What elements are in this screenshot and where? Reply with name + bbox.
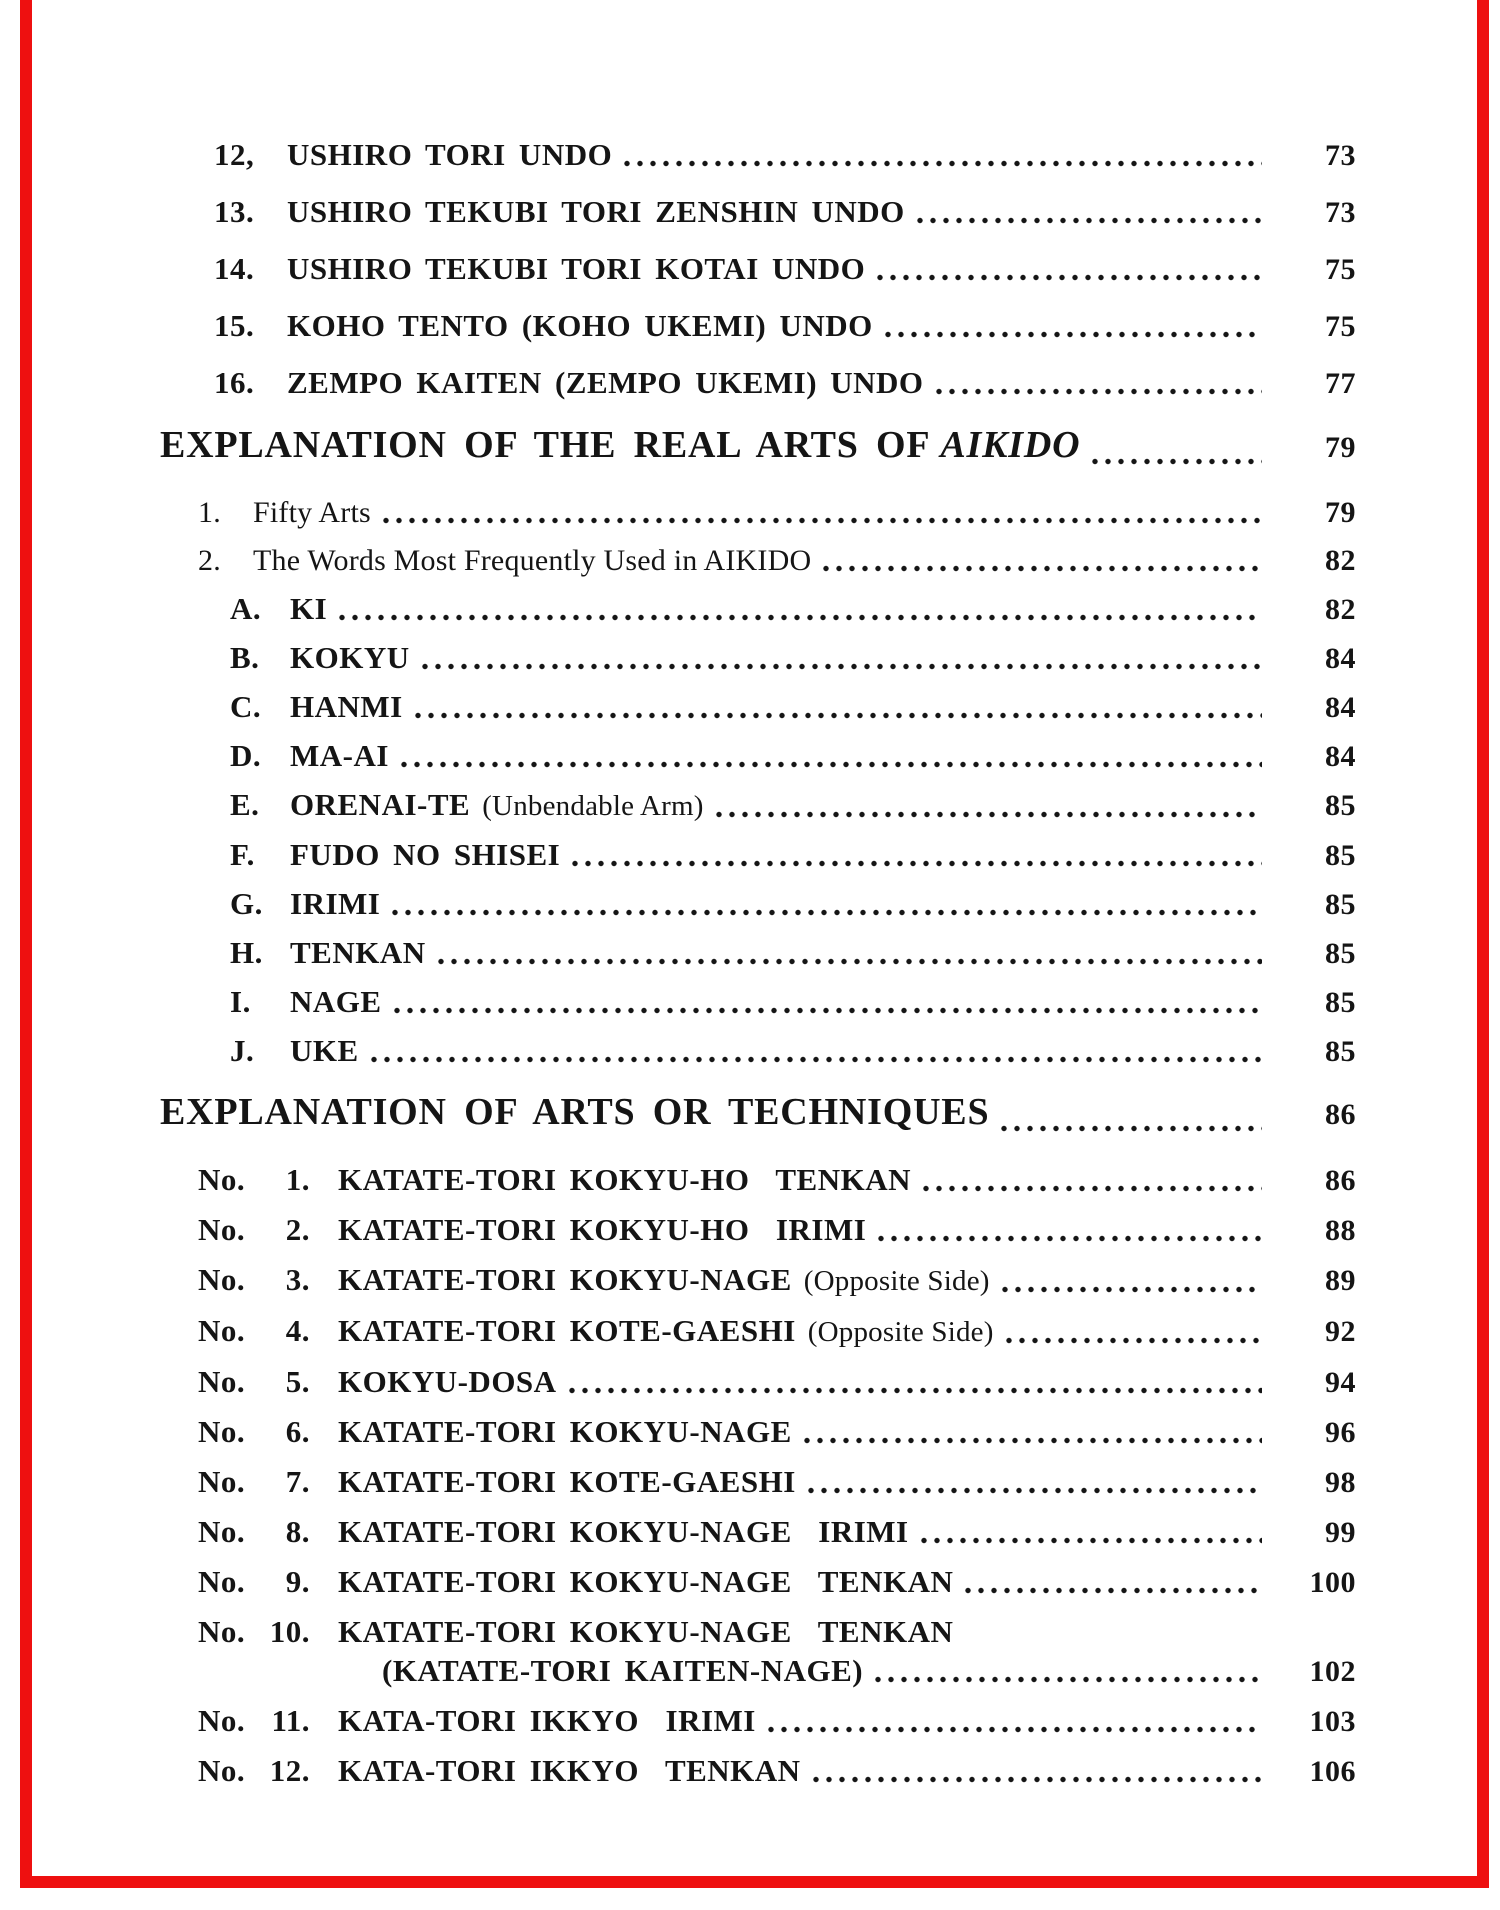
dot-leader	[422, 663, 1262, 670]
toc-entry-row	[198, 1314, 1356, 1349]
entry-title: KI	[290, 591, 328, 626]
entry-no-label: No.	[198, 1364, 246, 1399]
entry-title: KATATE-TORI KOKYU-NAGE	[338, 1262, 792, 1297]
entry-title: KATATE-TORI KOKYU-NAGE IRIMI	[338, 1514, 909, 1549]
dot-leader	[394, 1007, 1262, 1014]
entry-number: 15.	[214, 308, 255, 343]
entry-no-label: No.	[198, 1262, 246, 1297]
entry-title: KATATE-TORI KOKYU-HO TENKAN	[338, 1162, 911, 1197]
entry-number: 16.	[214, 365, 255, 400]
entry-title: KATATE-TORI KOTE-GAESHI	[338, 1464, 796, 1499]
entry-number: 14.	[214, 251, 255, 286]
toc-entry-row	[198, 1263, 1356, 1298]
entry-number: 3.	[285, 1262, 310, 1297]
toc-entry-row	[230, 1034, 1356, 1068]
page-number: 82	[1325, 593, 1356, 626]
page-number: 100	[1309, 1566, 1356, 1599]
toc-section	[160, 138, 1356, 400]
toc-section	[160, 592, 1356, 1068]
dot-leader	[965, 1587, 1262, 1594]
entry-number: 1.	[198, 496, 221, 529]
entry-title: FUDO NO SHISEI	[290, 837, 561, 872]
entry-number: D.	[230, 738, 262, 773]
dot-leader	[339, 614, 1262, 621]
page-number: 85	[1325, 888, 1356, 921]
dot-leader	[401, 761, 1262, 768]
entry-subtitle: (Unbendable Arm)	[482, 790, 704, 822]
dot-leader	[716, 811, 1262, 818]
toc-entry-row	[230, 592, 1356, 626]
entry-number: 5.	[285, 1364, 310, 1399]
entry-number: C.	[230, 689, 262, 724]
entry-number: 1.	[285, 1162, 310, 1197]
entry-number: 9.	[285, 1564, 310, 1599]
entry-number: 8.	[285, 1514, 310, 1549]
dot-leader	[877, 274, 1262, 281]
toc-section	[160, 1163, 1356, 1788]
entry-subtitle: (Opposite Side)	[807, 1316, 994, 1348]
toc-entry-row	[214, 309, 1356, 343]
entry-title: IRIMI	[290, 886, 381, 921]
toc-entry-row	[230, 690, 1356, 724]
entry-number: A.	[230, 591, 262, 626]
entry-no-label: No.	[198, 1162, 246, 1197]
entry-no-label: No.	[198, 1564, 246, 1599]
entry-number: 4.	[285, 1313, 310, 1348]
toc-entry-row	[198, 1515, 1356, 1549]
entry-number: I.	[230, 984, 251, 1019]
entry-number: 10.	[269, 1614, 310, 1649]
toc-entry-row	[214, 195, 1356, 229]
entry-number: 2.	[285, 1212, 310, 1247]
entry-title: KATATE-TORI KOKYU-NAGE TENKAN	[338, 1614, 954, 1649]
page-number: 86	[1325, 1098, 1356, 1131]
page-edge-mark-right	[1477, 0, 1489, 1888]
dot-leader	[371, 1056, 1262, 1063]
entry-no-label: No.	[198, 1212, 246, 1247]
toc-entry-row	[198, 1465, 1356, 1499]
entry-title: USHIRO TEKUBI TORI ZENSHIN UNDO	[287, 194, 905, 229]
dot-leader	[383, 517, 1262, 524]
entry-no-label: No.	[198, 1753, 246, 1788]
page-number: 98	[1325, 1466, 1356, 1499]
dot-leader	[569, 1387, 1262, 1394]
page-edge-mark-bottom	[20, 1876, 1489, 1888]
entry-no-label: No.	[198, 1313, 246, 1348]
page-number: 75	[1325, 253, 1356, 286]
entry-title: KATATE-TORI KOKYU-NAGE	[338, 1414, 792, 1449]
page-number: 79	[1325, 431, 1356, 464]
page-number: 73	[1325, 139, 1356, 172]
chapter-heading-row	[160, 1090, 1356, 1137]
entry-number: B.	[230, 640, 260, 675]
dot-leader	[572, 860, 1262, 867]
toc-entry-row	[198, 1163, 1356, 1197]
page-number: 94	[1325, 1366, 1356, 1399]
page-number: 88	[1325, 1214, 1356, 1247]
entry-title: KATATE-TORI KOKYU-NAGE TENKAN	[338, 1564, 954, 1599]
page-number: 79	[1325, 496, 1356, 529]
toc-entry-row	[230, 641, 1356, 675]
dot-leader	[813, 1776, 1262, 1783]
entry-title: USHIRO TEKUBI TORI KOTAI UNDO	[287, 251, 866, 286]
page-number: 84	[1325, 642, 1356, 675]
entry-number: H.	[230, 935, 263, 970]
entry-number: 12.	[269, 1753, 310, 1788]
page-number: 103	[1309, 1705, 1356, 1738]
dot-leader	[438, 958, 1262, 965]
toc-entry-continuation-row	[198, 1654, 1356, 1688]
page-edge-mark-left	[20, 0, 32, 1888]
page-number: 85	[1325, 839, 1356, 872]
dot-leader	[885, 331, 1262, 338]
toc-section	[160, 496, 1356, 577]
entry-title-line2: (KATATE-TORI KAITEN-NAGE)	[382, 1653, 864, 1688]
toc-entry-row	[198, 1615, 1356, 1648]
dot-leader	[936, 388, 1262, 395]
dot-leader	[823, 565, 1262, 572]
entry-title: ORENAI-TE	[290, 787, 471, 822]
dot-leader	[1092, 458, 1262, 465]
entry-title: UKE	[290, 1033, 359, 1068]
dot-leader	[921, 1537, 1262, 1544]
entry-number: 2.	[198, 544, 221, 577]
dot-leader	[624, 160, 1262, 167]
page-number: 102	[1309, 1655, 1356, 1688]
entry-title: KATA-TORI IKKYO IRIMI	[338, 1703, 756, 1738]
chapter-heading-text: EXPLANATION OF THE REAL ARTS OF	[160, 424, 931, 466]
dot-leader	[415, 712, 1262, 719]
entry-title: KATATE-TORI KOTE-GAESHI	[338, 1313, 796, 1348]
toc-entry-row	[230, 936, 1356, 970]
dot-leader	[808, 1487, 1262, 1494]
entry-number: 7.	[285, 1464, 310, 1499]
entry-title: KOKYU	[290, 640, 410, 675]
toc-entry-row	[230, 887, 1356, 921]
entry-title: USHIRO TORI UNDO	[287, 137, 613, 172]
dot-leader	[804, 1437, 1262, 1444]
page-number: 89	[1325, 1264, 1356, 1297]
page-number: 84	[1325, 691, 1356, 724]
toc-entry-row	[230, 838, 1356, 872]
entry-title: TENKAN	[290, 935, 426, 970]
entry-title: Fifty Arts	[253, 496, 371, 529]
page-number: 86	[1325, 1164, 1356, 1197]
toc-entry-row	[198, 1704, 1356, 1738]
table-of-contents	[160, 138, 1356, 1804]
toc-entry-row	[214, 138, 1356, 172]
dot-leader	[392, 909, 1262, 916]
toc-entry-row	[198, 1213, 1356, 1247]
page-number: 99	[1325, 1516, 1356, 1549]
entry-no-label: No.	[198, 1703, 246, 1738]
dot-leader	[878, 1235, 1262, 1242]
toc-entry-row	[198, 544, 1356, 577]
toc-entry-row	[198, 496, 1356, 529]
entry-no-label: No.	[198, 1614, 246, 1649]
entry-subtitle: (Opposite Side)	[803, 1265, 990, 1297]
entry-number: G.	[230, 886, 263, 921]
toc-entry-row	[230, 739, 1356, 773]
page-number: 82	[1325, 544, 1356, 577]
dot-leader	[1001, 1125, 1262, 1132]
dot-leader	[1002, 1286, 1262, 1293]
entry-title: HANMI	[290, 689, 403, 724]
entry-number: 11.	[271, 1703, 310, 1738]
dot-leader	[875, 1676, 1262, 1683]
toc-entry-row	[198, 1365, 1356, 1399]
page-number: 106	[1309, 1755, 1356, 1788]
entry-number: J.	[230, 1033, 255, 1068]
dot-leader	[917, 217, 1262, 224]
entry-number: 13.	[214, 194, 255, 229]
entry-title: The Words Most Frequently Used in AIKIDO	[253, 544, 812, 577]
entry-number: E.	[230, 787, 260, 822]
dot-leader	[1006, 1337, 1262, 1344]
page-number: 85	[1325, 1035, 1356, 1068]
toc-entry-row	[198, 1415, 1356, 1449]
page-number: 84	[1325, 740, 1356, 773]
page-number: 85	[1325, 937, 1356, 970]
page-number: 96	[1325, 1416, 1356, 1449]
chapter-heading-text: EXPLANATION OF ARTS OR TECHNIQUES	[160, 1091, 990, 1133]
page-number: 73	[1325, 196, 1356, 229]
entry-no-label: No.	[198, 1514, 246, 1549]
entry-title: KOKYU-DOSA	[338, 1364, 557, 1399]
entry-title: KATATE-TORI KOKYU-HO IRIMI	[338, 1212, 867, 1247]
entry-number: 12,	[214, 137, 255, 172]
chapter-heading-row	[160, 423, 1356, 470]
entry-no-label: No.	[198, 1414, 246, 1449]
page-number: 77	[1325, 367, 1356, 400]
entry-title: NAGE	[290, 984, 382, 1019]
dot-leader	[923, 1185, 1262, 1192]
entry-title: ZEMPO KAITEN (ZEMPO UKEMI) UNDO	[287, 365, 924, 400]
entry-title: KOHO TENTO (KOHO UKEMI) UNDO	[287, 308, 873, 343]
toc-entry-row	[230, 985, 1356, 1019]
dot-leader	[768, 1726, 1262, 1733]
page-number: 75	[1325, 310, 1356, 343]
entry-number: F.	[230, 837, 255, 872]
entry-title: MA-AI	[290, 738, 389, 773]
entry-title: KATA-TORI IKKYO TENKAN	[338, 1753, 801, 1788]
toc-entry-row	[214, 366, 1356, 400]
toc-entry-row	[230, 788, 1356, 823]
entry-no-label: No.	[198, 1464, 246, 1499]
entry-number: 6.	[285, 1414, 310, 1449]
toc-entry-row	[214, 252, 1356, 286]
page-number: 85	[1325, 789, 1356, 822]
toc-entry-row	[198, 1754, 1356, 1788]
toc-entry-row	[198, 1565, 1356, 1599]
page-number: 85	[1325, 986, 1356, 1019]
page-number: 92	[1325, 1315, 1356, 1348]
chapter-heading-italic-text: AIKIDO	[940, 424, 1081, 466]
